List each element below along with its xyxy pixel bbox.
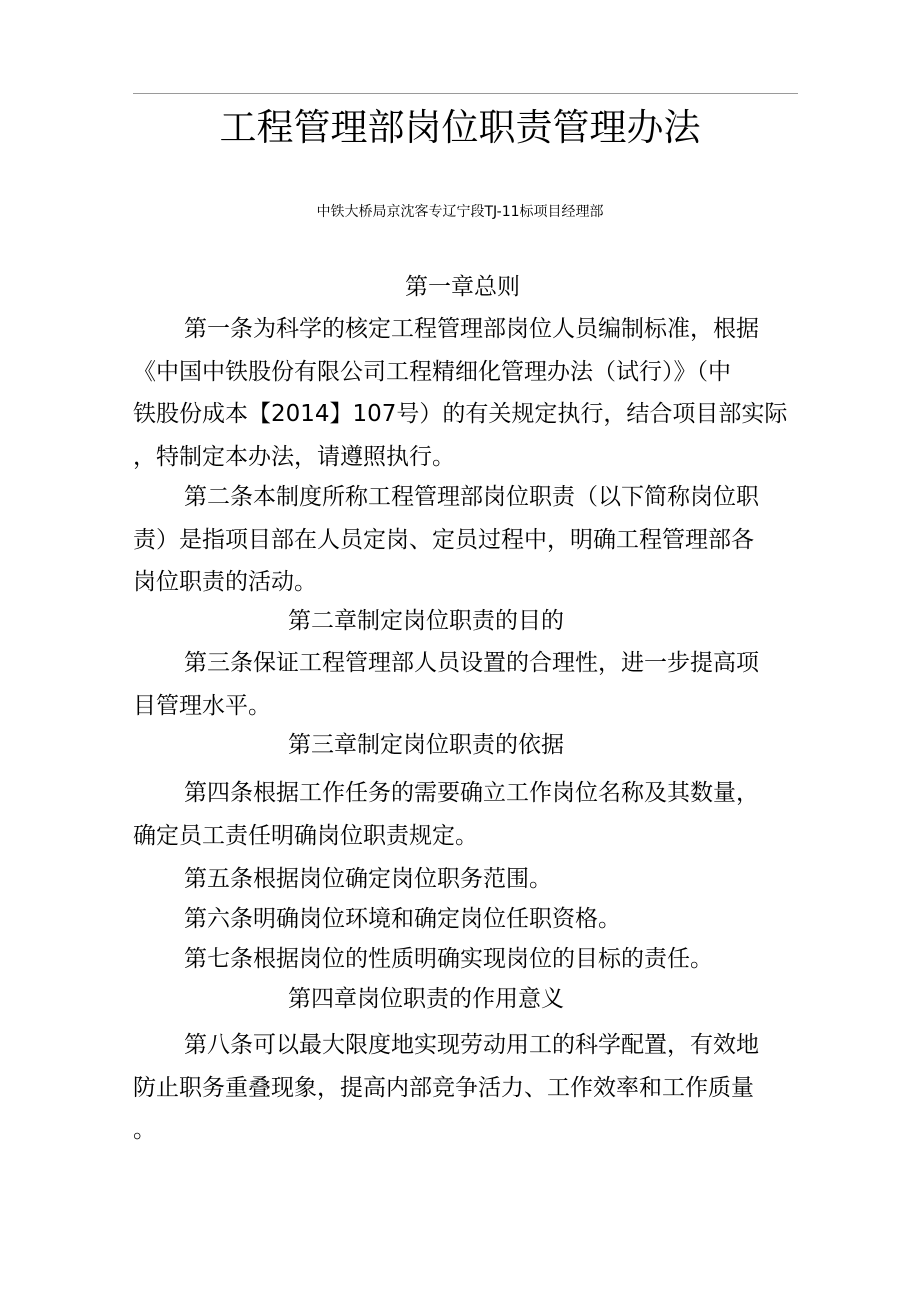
header-rule: [133, 93, 798, 94]
article-3: [133, 642, 793, 727]
article-4-line-2: 确定员工责任明确岗位职责规定。: [133, 822, 478, 849]
article-2-line-1: 第二条本制度所称工程管理部岗位职责（以下简称岗位职: [184, 484, 759, 510]
article-2-line-3: 岗位职责的活动。: [133, 569, 317, 595]
article-8-line-2: 防止职务重叠现象，提高内部竞争活力、工作效率和工作质量: [133, 1074, 754, 1101]
article-6-line-1: 第六条明确岗位环境和确定岗位任职资格。: [184, 906, 621, 932]
article-1-line-3: 铁股份成本【2014】107号）的有关规定执行，结合项目部实际: [133, 401, 788, 427]
article-8-line-3: 。: [133, 1117, 156, 1143]
document-title: 工程管理部岗位职责管理办法: [219, 106, 701, 149]
document-subtitle: 中铁大桥局京沈客专辽宁段TJ-11标项目经理部: [316, 204, 604, 220]
article-1-line-1: 第一条为科学的核定工程管理部岗位人员编制标准，根据: [184, 316, 759, 342]
article-4: [133, 772, 793, 857]
article-5-line-1: 第五条根据岗位确定岗位职务范围。: [184, 866, 552, 892]
article-1: [133, 308, 793, 478]
article-3-line-1: 第三条保证工程管理部人员设置的合理性，进一步提高项: [184, 650, 759, 676]
article-7: [133, 938, 793, 981]
article-8: [133, 1024, 793, 1152]
article-6: [133, 898, 793, 941]
article-1-line-2: 《中国中铁股份有限公司工程精细化管理办法（试行）》（中: [133, 358, 731, 385]
article-4-line-1: 第四条根据工作任务的需要确立工作岗位名称及其数量，: [184, 780, 759, 806]
chapter-2-heading: 第二章制定岗位职责的目的: [288, 608, 564, 634]
article-7-line-1: 第七条根据岗位的性质明确实现岗位的目标的责任。: [184, 946, 713, 972]
chapter-4-heading: 第四章岗位职责的作用意义: [288, 986, 564, 1012]
article-1-line-4: ，特制定本办法，请遵照执行。: [133, 443, 455, 470]
article-8-line-1: 第八条可以最大限度地实现劳动用工的科学配置，有效地: [184, 1032, 759, 1058]
article-3-line-2: 目管理水平。: [133, 692, 271, 719]
chapter-3-heading: 第三章制定岗位职责的依据: [288, 732, 564, 758]
article-2-line-2: 责）是指项目部在人员定岗、定员过程中，明确工程管理部各: [133, 526, 754, 553]
chapter-1-heading: 第一章总则: [405, 274, 520, 300]
article-2: [133, 476, 793, 604]
article-5: [133, 858, 793, 901]
